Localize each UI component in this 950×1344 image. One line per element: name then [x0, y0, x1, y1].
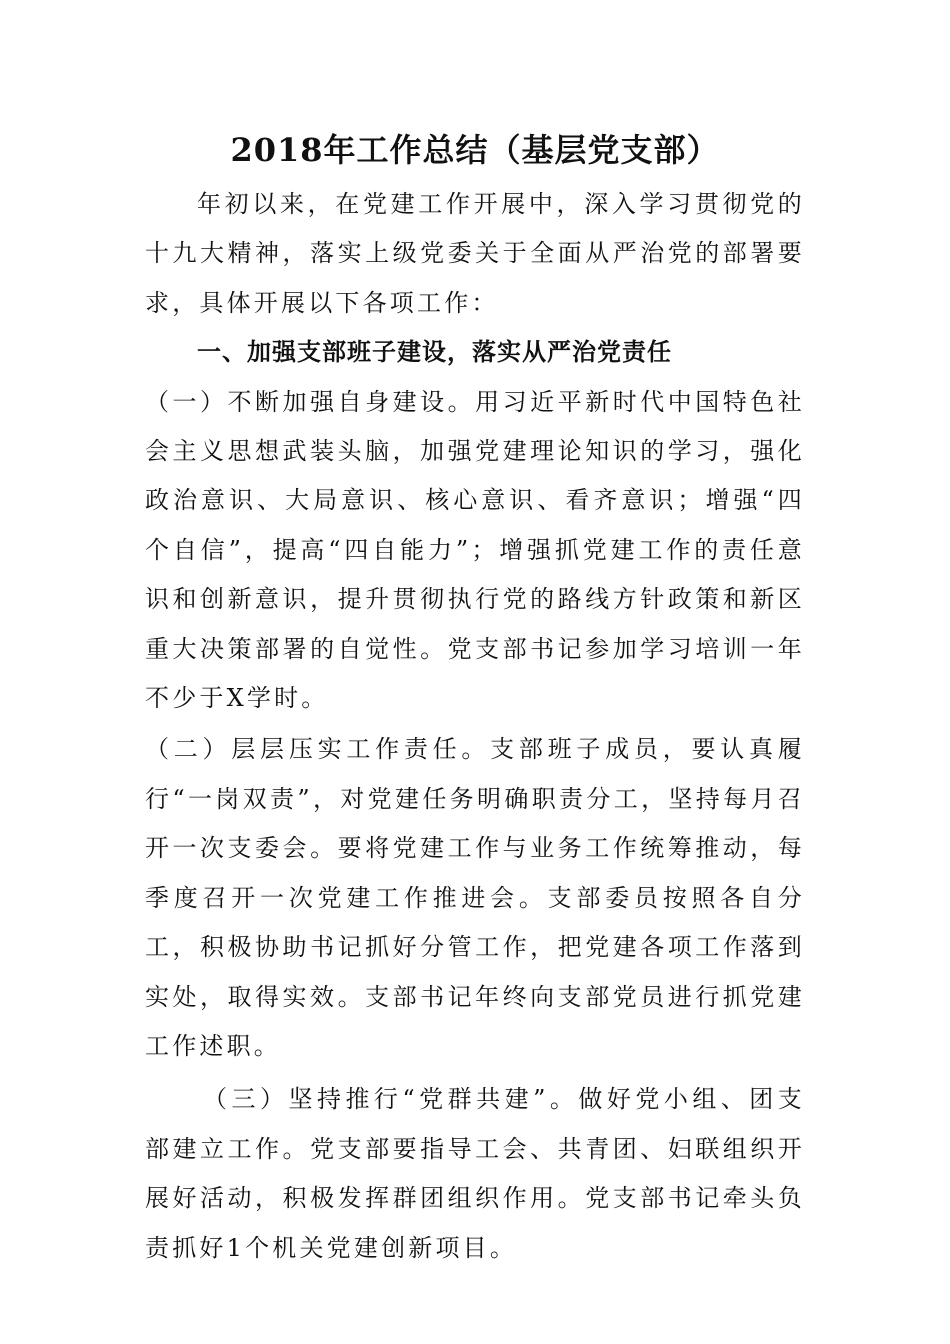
subsection-body-2: 支部班子成员，要认真履行“一岗双责”，对党建任务明确职责分工，坚持每月召开一次支委会。要将党建工作与业务工作统筹推动，每季度召开一次党建工作推进会。支部委员按照各自分工，积极协助书记抓好分管工作，把党建各项工作落到实处，取得实效。支部书记年终向支部党员进行抓党建工作述职。: [145, 735, 806, 1060]
subsection-body-1: 用习近平新时代中国特色社会主义思想武装头脑，加强党建理论知识的学习，强化政治意识、大局意识、核心意识、看齐意识；增强“四个自信”，提高“四自能力”；增强抓党建工作的责任意识和创新意识，提升贯彻执行党的路线方针政策和新区重大决策部署的自觉性。党支部书记参加学习培训一年不少于X学时。: [145, 387, 805, 713]
subsection-paragraph-1: [145, 378, 805, 724]
subsection-paragraph-2: [145, 725, 805, 1071]
subsection-body-3: 做好党小组、团支部建立工作。党支部要指导工会、共青团、妇联组织开展好活动，积极发挥群团组织作用。党支部书记牵头负责抓好1个机关党建创新项目。: [145, 1085, 805, 1262]
document-title: 2018年工作总结（基层党支部）: [230, 131, 720, 169]
section-heading-1: 一、加强支部班子建设，落实从严治党责任: [197, 338, 672, 367]
intro-paragraph: 年初以来，在党建工作开展中，深入学习贯彻党的十九大精神，落实上级党委关于全面从严治党的部署要求，具体开展以下各项工作：: [145, 190, 805, 317]
document-body: [145, 180, 805, 1273]
subsection-lead-2: （二）层层压实工作责任。: [145, 735, 491, 764]
subsection-lead-1: （一）不断加强自身建设。: [145, 387, 476, 416]
subsection-lead-3: （三）坚持推行“党群共建”。: [203, 1085, 579, 1114]
subsection-paragraph-3: [145, 1075, 805, 1273]
